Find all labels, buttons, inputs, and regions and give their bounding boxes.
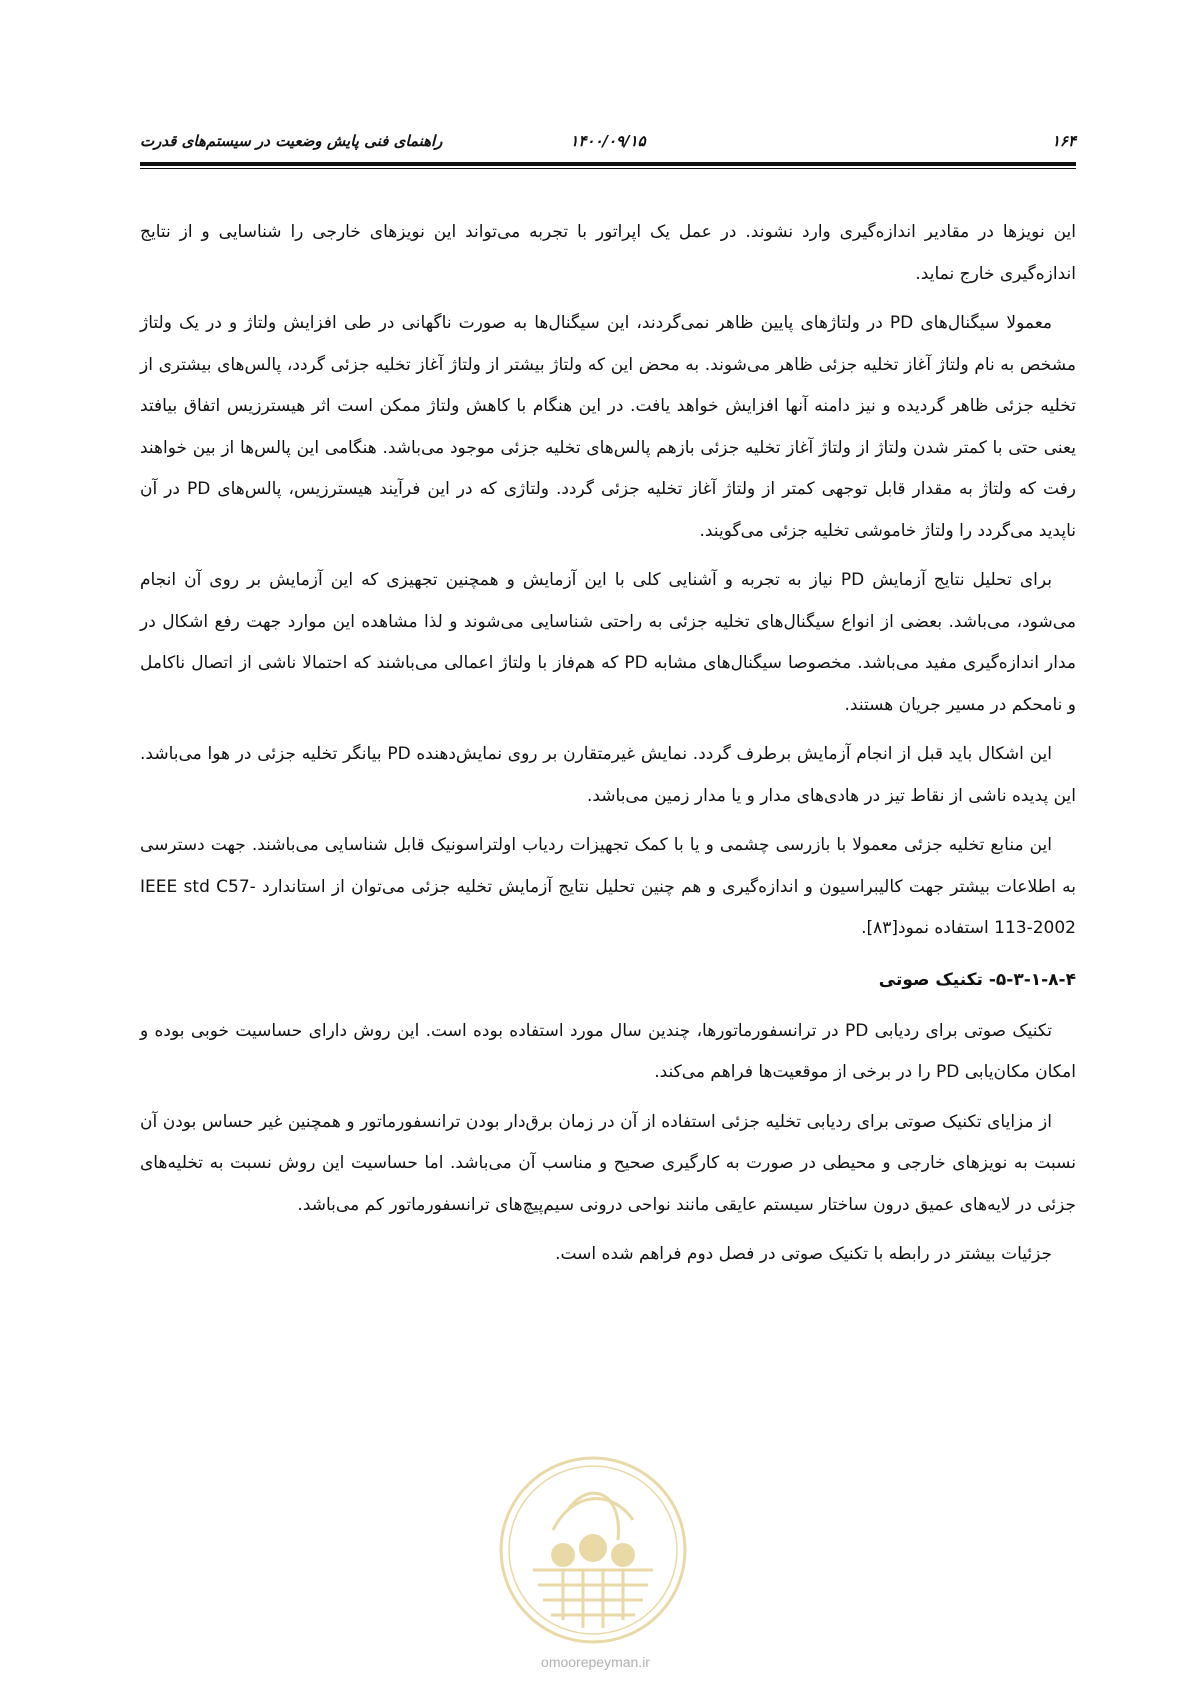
body-text <box>140 212 1076 1284</box>
watermark-website: omoorepeyman.ir <box>541 1654 650 1670</box>
section-heading: ۵-۳-۱-۸-۴- تکنیک صوتی <box>878 969 1076 990</box>
paragraph: برای تحلیل نتایج آزمایش PD نیاز به تجربه و آشنایی کلی با این آزمایش و همچنین تجهیزی که این آزمایش بر روی آن انجام می‌شود، می‌باشد. بعضی از انواع سیگنال‌های تخلیه جزئی به راحتی شناسایی می‌شوند و لذا مشاهده این موارد جهت رفع اشکال در مدار اندازه‌گیری مفید می‌باشد. مخصوصا سیگنال‌های مشابه PD که هم‌فاز با ولتاژ اعمالی می‌باشند که احتمالا ناشی از اتصال ناکامل و نامحکم در مسیر جریان هستند. <box>140 570 1077 715</box>
seal-logo-icon <box>493 1450 693 1650</box>
paragraph: جزئیات بیشتر در رابطه با تکنیک صوتی در فصل دوم فراهم شده است. <box>555 1244 1052 1264</box>
header-rule-thin <box>140 168 1076 169</box>
watermark-seal <box>493 1450 693 1650</box>
paragraph: از مزایای تکنیک صوتی برای ردیابی تخلیه جزئی استفاده از آن در زمان برق‌دار بودن ترانسفورماتور و همچنین غیر حساس بودن آن نسبت به نویزهای خارجی و محیطی در صورت به کارگیری صحیح و مناسب آن می‌باشد. اما حساسیت این روش نسبت به تخلیه‌های جزئی در لایه‌های عمیق درون ساختار سیستم عایقی مانند نواحی درونی سیم‌پیچ‌های ترانسفورماتور کم می‌باشد. <box>140 1111 1076 1215</box>
header-date: ۱۴۰۰/۰۹/۱۵ <box>570 132 646 150</box>
paragraph: تکنیک صوتی برای ردیابی PD در ترانسفورماتورها، چندین سال مورد استفاده بوده است. این روش دارای حساسیت خوبی بوده و امکان مکان‌یابی PD را در برخی از موقعیت‌ها فراهم می‌کند. <box>140 1020 1076 1082</box>
paragraph: معمولا سیگنال‌های PD در ولتاژهای پایین ظاهر نمی‌گردند، این سیگنال‌ها به صورت ناگهانی در طی افزایش ولتاژ و در یک ولتاژ مشخص به نام ولتاژ آغاز تخلیه جزئی ظاهر می‌شوند. به محض این که ولتاژ بیشتر از ولتاژ آغاز تخلیه جزئی گردد، پالس‌های بیشتری از تخلیه جزئی ظاهر گردیده و نیز دامنه آنها افزایش خواهد یافت. در این هنگام با کاهش ولتاژ ممکن است اثر هیسترزیس اتفاق بیافتد یعنی حتی با کمتر شدن ولتاژ از ولتاژ آغاز تخلیه جزئی بازهم پالس‌های تخلیه جزئی موجود می‌باشد. هنگامی این پالس‌ها از بین خواهند رفت که ولتاژ به مقدار قابل توجهی کمتر از ولتاژ آغاز تخلیه جزئی گردد. ولتاژی که در این فرآیند هیسترزیس، پالس‌های PD در آن ناپدید می‌گردد را ولتاژ خاموشی تخلیه جزئی می‌گویند. <box>140 313 1077 541</box>
running-title: راهنمای فنی پایش وضعیت در سیستم‌های قدرت <box>140 132 443 150</box>
paragraph: این اشکال باید قبل از انجام آزمایش برطرف گردد. نمایش غیرمتقارن بر روی نمایش‌دهنده PD بیانگر تخلیه جزئی در هوا می‌باشد. این پدیده ناشی از نقاط تیز در هادی‌های مدار و یا مدار زمین می‌باشد. <box>140 744 1076 806</box>
header-rule-thick <box>140 162 1076 166</box>
page-header <box>140 128 1076 158</box>
page-number: ۱۶۴ <box>1051 132 1076 150</box>
paragraph: این منابع تخلیه جزئی معمولا با بازرسی چشمی و یا با کمک تجهیزات ردیاب اولتراسونیک قابل شناسایی می‌باشند. جهت دسترسی به اطلاعات بیشتر جهت کالیبراسیون و اندازه‌گیری و هم چنین تحلیل نتایج آزمایش تخلیه جزئی می‌توان از استاندارد IEEE std C57-113-2002 استفاده نمود[۸۳]. <box>140 835 1076 938</box>
paragraph: این نویزها در مقادیر اندازه‌گیری وارد نشوند. در عمل یک اپراتور با تجربه می‌تواند این نویزهای خارجی را شناسایی و از نتایج اندازه‌گیری خارج نماید. <box>140 222 1076 284</box>
